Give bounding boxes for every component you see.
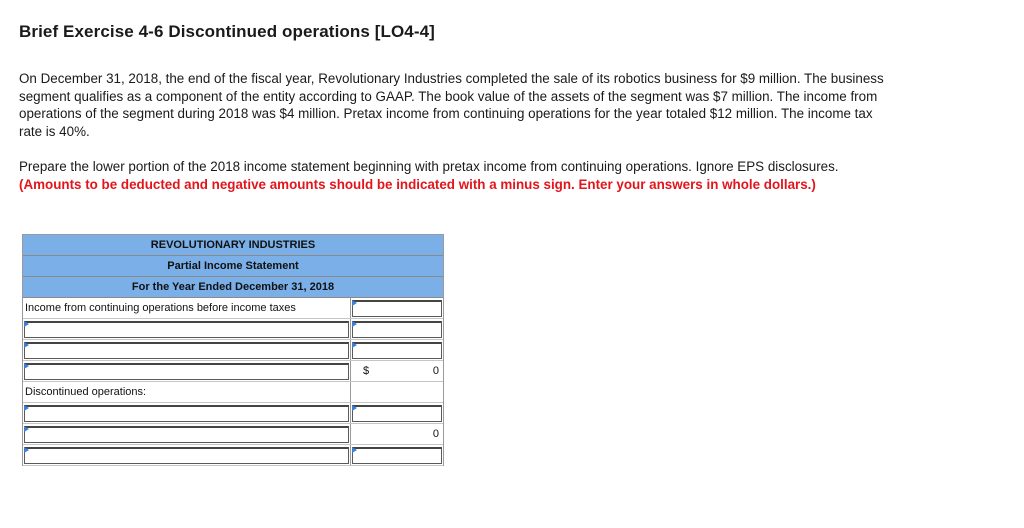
- income-statement-table: [22, 234, 444, 466]
- amount-input[interactable]: [352, 342, 442, 359]
- row-amount-cell: [351, 319, 443, 339]
- row-amount-cell: [351, 340, 443, 360]
- row-label: Income from continuing operations before income taxes: [23, 298, 351, 318]
- label-input[interactable]: [24, 447, 349, 464]
- table-row: [23, 403, 443, 424]
- row-amount-cell: [351, 298, 443, 318]
- row-label-cell: [23, 445, 351, 465]
- input-marker-icon: [352, 405, 357, 411]
- row-amount-cell: [351, 382, 443, 402]
- table-row: [23, 361, 443, 382]
- table-row: [23, 424, 443, 445]
- table-row: [23, 340, 443, 361]
- input-marker-icon: [24, 342, 29, 348]
- exercise-title: Brief Exercise 4-6 Discontinued operations [LO4-4]: [19, 22, 435, 41]
- row-label-cell: [23, 319, 351, 339]
- discontinued-subtotal-value: 0: [432, 428, 439, 440]
- table-row: [23, 298, 443, 319]
- row-label-cell: [23, 424, 351, 444]
- row-amount-cell: [351, 445, 443, 465]
- row-label-cell: [23, 403, 351, 423]
- input-marker-icon: [352, 300, 357, 306]
- input-marker-icon: [24, 405, 29, 411]
- input-marker-icon: [352, 321, 357, 327]
- label-input[interactable]: [24, 342, 349, 359]
- row-amount-cell: [351, 361, 443, 381]
- amount-input[interactable]: [352, 321, 442, 338]
- input-marker-icon: [24, 363, 29, 369]
- row-label-cell: [23, 361, 351, 381]
- statement-name: Partial Income Statement: [23, 256, 443, 277]
- row-amount-cell: [351, 403, 443, 423]
- company-name: REVOLUTIONARY INDUSTRIES: [23, 235, 443, 256]
- label-input[interactable]: [24, 405, 349, 422]
- table-row: [23, 382, 443, 403]
- instructions: [19, 158, 869, 193]
- amount-input[interactable]: [352, 300, 442, 317]
- dollar-sign: $: [363, 365, 370, 377]
- table-row: [23, 445, 443, 466]
- input-marker-icon: [24, 447, 29, 453]
- input-marker-icon: [352, 447, 357, 453]
- table-row: [23, 319, 443, 340]
- subtotal-value: 0: [432, 365, 439, 377]
- amount-input[interactable]: [352, 447, 442, 464]
- input-marker-icon: [352, 342, 357, 348]
- label-input[interactable]: [24, 363, 349, 380]
- statement-period: For the Year Ended December 31, 2018: [23, 277, 443, 298]
- input-marker-icon: [24, 426, 29, 432]
- label-input[interactable]: [24, 321, 349, 338]
- label-input[interactable]: [24, 426, 349, 443]
- row-label-cell: [23, 340, 351, 360]
- problem-text: On December 31, 2018, the end of the fiscal year, Revolutionary Industries completed the sale of its robotics business for $9 million. The business segment qualifies as a component of the entity according to GAAP. The book value of the assets of the segment was $7 million. The income from operations of the segment during 2018 was $4 million. Pretax income from continuing operations for the year totaled $12 million. The income tax rate is 40%.: [19, 71, 884, 139]
- row-amount-cell: [351, 424, 443, 444]
- amount-input[interactable]: [352, 405, 442, 422]
- instructions-emphasis: (Amounts to be deducted and negative amounts should be indicated with a minus sign. Enter your answers in whole dollars.): [19, 176, 816, 192]
- input-marker-icon: [24, 321, 29, 327]
- instructions-text: Prepare the lower portion of the 2018 income statement beginning with pretax income from continuing operations. Ignore EPS disclosures.: [19, 159, 839, 174]
- row-label: Discontinued operations:: [23, 382, 351, 402]
